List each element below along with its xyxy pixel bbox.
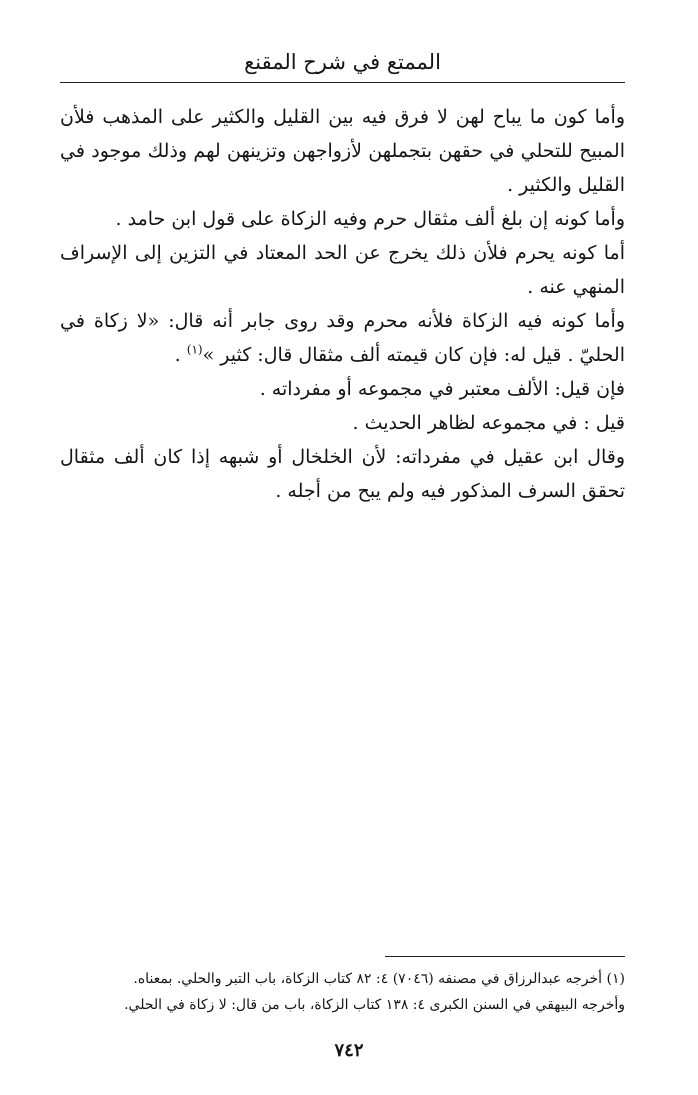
paragraph-end: . <box>174 344 187 366</box>
paragraph: قيل : في مجموعه لظاهر الحديث . <box>352 412 625 434</box>
paragraph-text: وأما كونه فيه الزكاة فلأنه محرم وقد روى جابر أنه قال: «لا زكاة في الحليّ . قيل له: فإن كان قيمته ألف مثقال قال: كثير » <box>60 310 625 366</box>
paragraph: وأما كونه إن بلغ ألف مثقال حرم وفيه الزكاة على قول ابن حامد . <box>115 208 625 230</box>
paragraph: أما كونه يحرم فلأن ذلك يخرج عن الحد المعتاد في التزين إلى الإسراف المنهي عنه . <box>60 242 625 298</box>
main-text <box>60 100 625 508</box>
footnote-divider <box>385 956 625 957</box>
page-number: ٧٤٢ <box>334 1040 364 1061</box>
page-header <box>60 42 625 83</box>
paragraph: وقال ابن عقيل في مفرداته: لأن الخلخال أو شبهه إذا كان ألف مثقال تحقق السرف المذكور فيه ولم يبح من أجله . <box>60 446 625 502</box>
paragraph: فإن قيل: الألف معتبر في مجموعه أو مفرداته . <box>259 378 625 400</box>
page-title: الممتع في شرح المقنع <box>244 50 441 74</box>
footnote: (١) أخرجه عبدالرزاق في مصنفه (٧٠٤٦) ٤: ٨٢ كتاب الزكاة، باب التبر والحلي. بمعناه. <box>133 971 625 987</box>
footnote: وأخرجه البيهقي في السنن الكبرى ٤: ١٣٨ كتاب الزكاة، باب من قال: لا زكاة في الحلي. <box>124 997 625 1013</box>
footnotes <box>60 966 625 1018</box>
paragraph: وأما كون ما يباح لهن لا فرق فيه بين القليل والكثير على المذهب فلأن المبيح للتحلي في حقهن بتجملهن لأزواجهن وتزينهن لهم وذلك موجود في القليل والكثير . <box>60 106 625 196</box>
footnote-marker: (١) <box>186 342 203 357</box>
paragraph-with-footnote <box>60 304 625 372</box>
